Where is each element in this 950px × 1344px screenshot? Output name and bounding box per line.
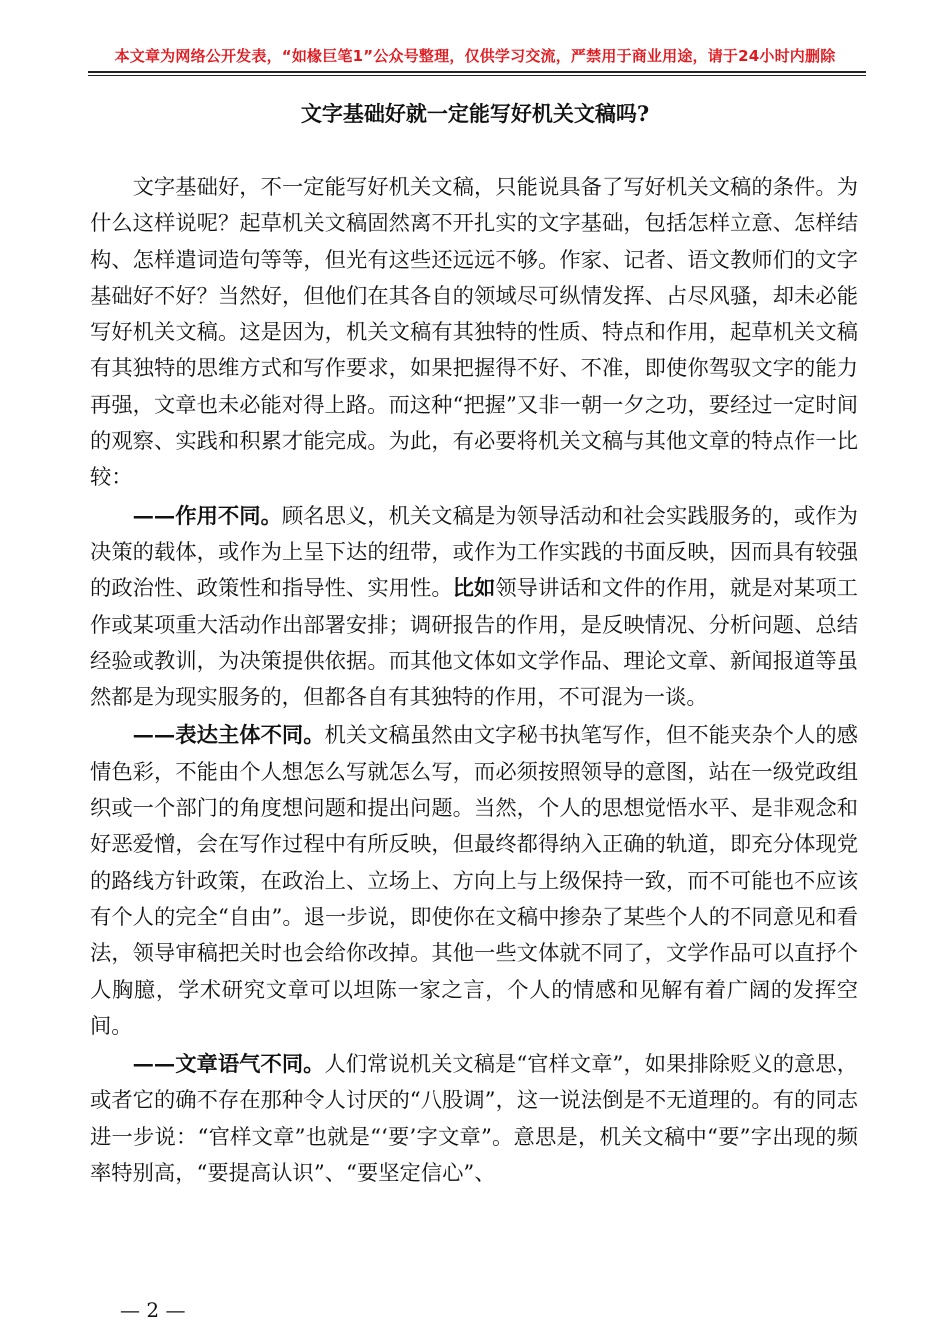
section-heading: ——作用不同。	[132, 503, 282, 529]
page-number: — 2 —	[120, 1298, 186, 1322]
intro-paragraph: 文字基础好，不一定能写好机关文稿，只能说具备了写好机关文稿的条件。为什么这样说呢？起草机关文稿固然离不开扎实的文字基础，包括怎样立意、怎样结构、怎样遣词造句等等，但光有这些还远远不够。作家、记者、语文教师们的文字基础好不好？当然好，但他们在其各自的领域尽可纵情发挥、占尽风骚，却未必能写好机关文稿。这是因为，机关文稿有其独特的性质、特点和作用，起草机关文稿有其独特的思维方式和写作要求，如果把握得不好、不准，即使你驾驭文字的能力再强，文章也未必能对得上路。而这种“把握”又非一朝一夕之功，要经过一定时间的观察、实践和积累才能完成。为此，有必要将机关文稿与其他文章的特点作一比较：	[90, 175, 858, 491]
section-paragraph	[90, 718, 858, 1045]
section-highlight: 比如	[452, 576, 496, 602]
header-notice: 本文章为网络公开发表，“如椽巨笔1”公众号整理，仅供学习交流，严禁用于商业用途，请于24小时内删除	[114, 47, 836, 65]
section-paragraph	[90, 1047, 858, 1192]
document-title: 文字基础好就一定能写好机关文稿吗?	[300, 101, 650, 126]
section-heading: ——文章语气不同。	[132, 1052, 325, 1078]
section-paragraph	[90, 499, 858, 717]
document-body	[90, 170, 858, 1192]
section-text: 顾名思义，机关文稿是为领导活动和社会实践服务的，或作为决策的载体，或作为上呈下达的纽带，或作为工作实践的书面反映，因而具有较强的政治性、政策性和指导性、实用性。	[90, 503, 858, 602]
section-text: 领导讲话和文件的作用，就是对某项工作或某项重大活动作出部署安排；调研报告的作用，是反映情况、分析问题、总结经验或教训，为决策提供依据。而其他文体如文学作品、理论文章、新闻报道等虽然都是为现实服务的，但都各自有其独特的作用，不可混为一谈。	[90, 576, 858, 711]
section-text: 机关文稿虽然由文字秘书执笔写作，但不能夹杂个人的感情色彩，不能由个人想怎么写就怎么写，而必须按照领导的意图，站在一级党政组织或一个部门的角度想问题和提出问题。当然，个人的思想觉悟水平、是非观念和好恶爱憎，会在写作过程中有所反映，但最终都得纳入正确的轨道，即充分体现党的路线方针政策，在政治上、立场上、方向上与上级保持一致，而不可能也不应该有个人的完全“自由”。退一步说，即使你在文稿中掺杂了某些个人的不同意见和看法，领导审稿把关时也会给你改掉。其他一些文体就不同了，文学作品可以直抒个人胸臆，学术研究文章可以坦陈一家之言，个人的情感和见解有着广阔的发挥空间。	[90, 723, 858, 1039]
section-text: 人们常说机关文稿是“官样文章”，如果排除贬义的意思，或者它的确不存在那种令人讨厌的“八股调”，这一说法倒是不无道理的。有的同志进一步说：“官样文章”也就是“‘要’字文章”。意思是，机关文稿中“要”字出现的频率特别高，“要提高认识”、“要坚定信心”、	[90, 1052, 858, 1187]
section-heading: ——表达主体不同。	[132, 723, 325, 749]
header-rule	[88, 71, 866, 73]
header-rule-thin	[88, 75, 866, 76]
